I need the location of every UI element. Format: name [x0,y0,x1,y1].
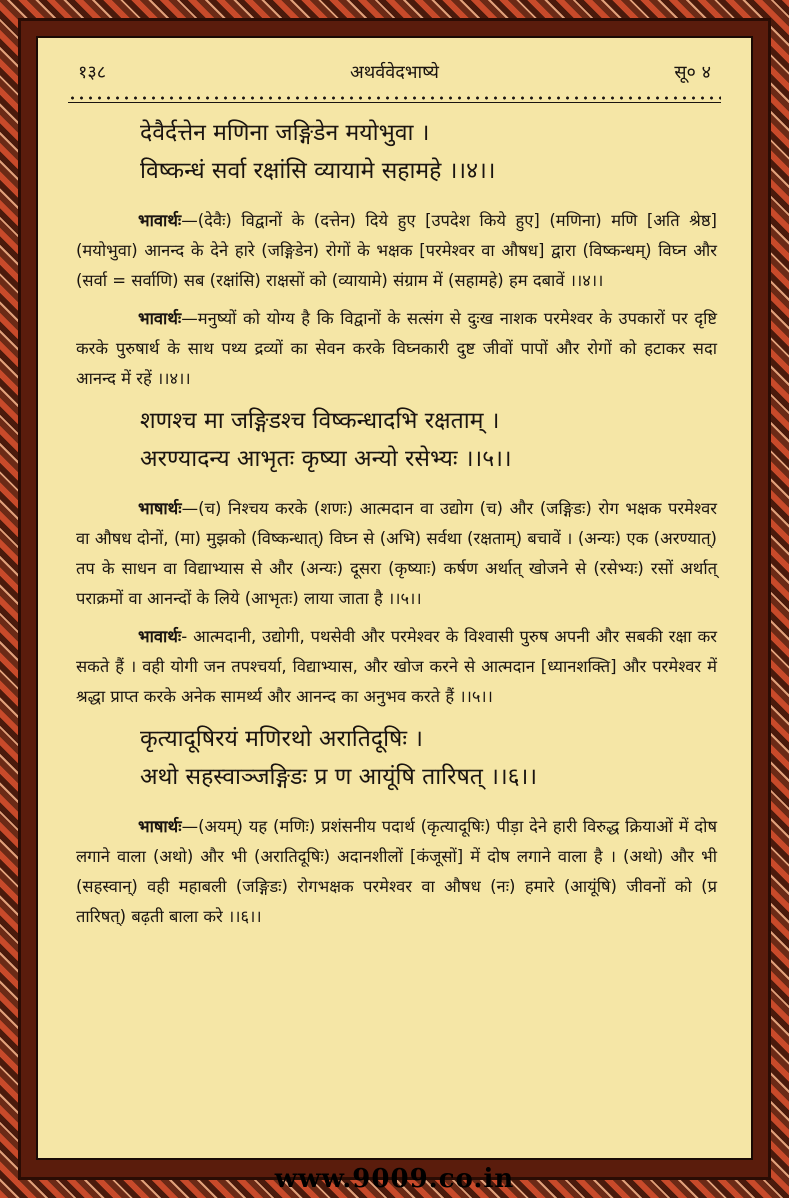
purport-text: —मनुष्यों को योग्य है कि विद्वानों के सत्संग से दुःख नाशक परमेश्वर के उपकारों पर दृष्टि करके पुरुषार्थ के साथ पथ्य द्रव्यों का सेवन करके विघ्नकारी दुष्ट जीवों पापों और रोगों को हटाकर सदा आनन्द में रहें ।।४।। [76,309,717,388]
meaning-label: भाषार्थः [138,817,182,836]
page-header [78,60,711,90]
meaning-label: भावार्थः [138,211,182,230]
mantra-4 [76,114,717,190]
meaning-text: —(देवैः) विद्वानों के (दत्तेन) दिये हुए [उपदेश किये हुए] (मणिना) मणि [अति श्रेष्ठ] (मयोभुवा) आनन्द के देने हारे (जङ्गिडेन) रोगों के भक्षक [परमेश्वर वा औषध] द्वारा (विष्कन्धम्) विघ्न और (सर्वा = सर्वाणि) सब (रक्षांसि) राक्षसों को (व्यायामे) संग्राम में (सहामहे) हम दबावें ।।४।। [76,211,717,290]
meaning-text: —(अयम्) यह (मणिः) प्रशंसनीय पदार्थ (कृत्यादूषिः) पीड़ा देने हारी विरुद्ध क्रियाओं में दोष लगाने वाला (अथो) और भी (अरातिदूषिः) अदानशीलों [कंजूसों] में दोष लगाने वाला है । (अथो) और भी (सहस्वान्) वही महाबली (जङ्गिडः) रोगभक्षक परमेश्वर वा औषध (नः) हमारे (आयूंषि) जीवनों को (प्र तारिषत्) बढ़ती बाला करे ।।६।। [76,817,717,926]
mantra-line: शणश्च मा जङ्गिडश्च विष्कन्धादभि रक्षताम् । [140,408,500,434]
meaning-text: —(च) निश्चय करके (शणः) आत्मदान वा उद्योग (च) और (जङ्गिडः) रोग भक्षक परमेश्वर वा औषध दोनों, (मा) मुझको (विष्कन्धात्) विघ्न से (अभि) सर्वथा (रक्षताम्) बचावें । (अन्यः) एक (अरण्यात्) तप के साधन वा विद्याभ्यास से और (अन्यः) दूसरा (कृष्याः) कर्षण अर्थात् खोजने से (रसेभ्यः) रसों अर्थात् पराक्रमों वा आनन्दों के लिये (आभृतः) लाया जाता है ।।५।। [76,499,717,608]
meaning-label: भाषार्थः [138,499,182,518]
purport-text: - आत्मदानी, उद्योगी, पथसेवी और परमेश्वर के विश्वासी पुरुष अपनी और सबकी रक्षा कर सकते हैं । वही योगी जन तपश्चर्या, विद्याभ्यास, और खोज करने से आत्मदान [ध्यानशक्ति] और परमेश्वर में श्रद्धा प्राप्त करके अनेक सामर्थ्य और आनन्द का अनुभव करते हैं ।।५।। [76,627,717,706]
header-divider [68,94,721,103]
mantra-line: अथो सहस्वाञ्जङ्गिडः प्र ण आयूंषि तारिषत् ।।६।। [140,764,538,790]
mantra-line: विष्कन्धं सर्वा रक्षांसि व्यायामे सहामहे ।।४।। [140,158,496,184]
word-meaning-4 [76,206,717,296]
word-meaning-5 [76,494,717,614]
mantra-line: कृत्यादूषिरयं मणिरथो अरातिदूषिः । [140,726,424,752]
page-number: १३८ [78,62,107,83]
mantra-5 [76,402,717,478]
purport-5 [76,622,717,712]
purport-label: भावार्थः [138,309,182,328]
page-content [76,114,717,940]
sukta-label: सू० ४ [674,62,711,83]
mantra-6 [76,720,717,796]
website-watermark: www.9009.co.in [274,1164,515,1194]
mantra-line: देवैर्दत्तेन मणिना जङ्गिडेन मयोभुवा । [140,120,430,146]
running-title: अथर्ववेदभाष्ये [350,62,439,83]
word-meaning-6 [76,812,717,932]
mantra-line: अरण्यादन्य आभृतः कृष्या अन्यो रसेभ्यः ।।५।। [140,446,512,472]
purport-label: भावार्थः [138,627,182,646]
purport-4 [76,304,717,394]
book-page [36,36,753,1160]
